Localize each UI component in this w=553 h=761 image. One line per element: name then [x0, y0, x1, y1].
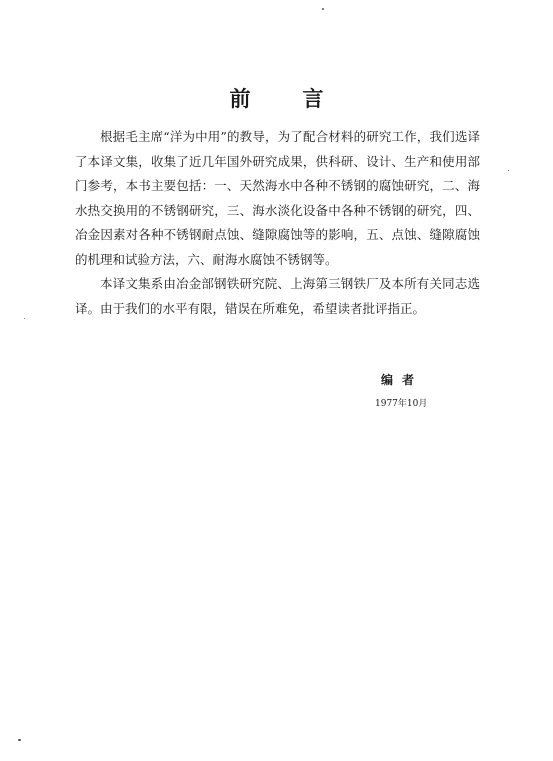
paragraph-2: 本译文集系由冶金部钢铁研究院、上海第三钢铁厂及本所有关同志选译。由于我们的水平有限，错误在所难免，希望读者批评指正。 — [75, 276, 480, 316]
title-char-1: 前 — [229, 86, 251, 111]
scan-speck — [322, 8, 324, 10]
preface-title — [0, 83, 553, 113]
scan-speck — [18, 739, 21, 741]
date: 1977年10月 — [375, 399, 428, 409]
preface-body — [75, 125, 480, 321]
signature: 编者 — [381, 373, 424, 387]
paragraph-1: 根据毛主席“洋为中用”的教导，为了配合材料的研究工作，我们选译了本译文集，收集了近几年国外研究成果，供科研、设计、生产和使用部门参考，本书主要包括：一、天然海水中各种不锈钢的腐蚀研究，二、海水热交换用的不锈钢研究，三、海水淡化设备中各种不锈钢的研究，四、冶金因素对各种不锈钢耐点蚀、缝隙腐蚀等的影响，五、点蚀、缝隙腐蚀的机理和试验方法，六、耐海水腐蚀不锈钢等。 — [75, 129, 480, 267]
scan-speck — [24, 318, 25, 319]
title-char-2: 言 — [302, 86, 324, 111]
scan-speck — [508, 170, 509, 171]
